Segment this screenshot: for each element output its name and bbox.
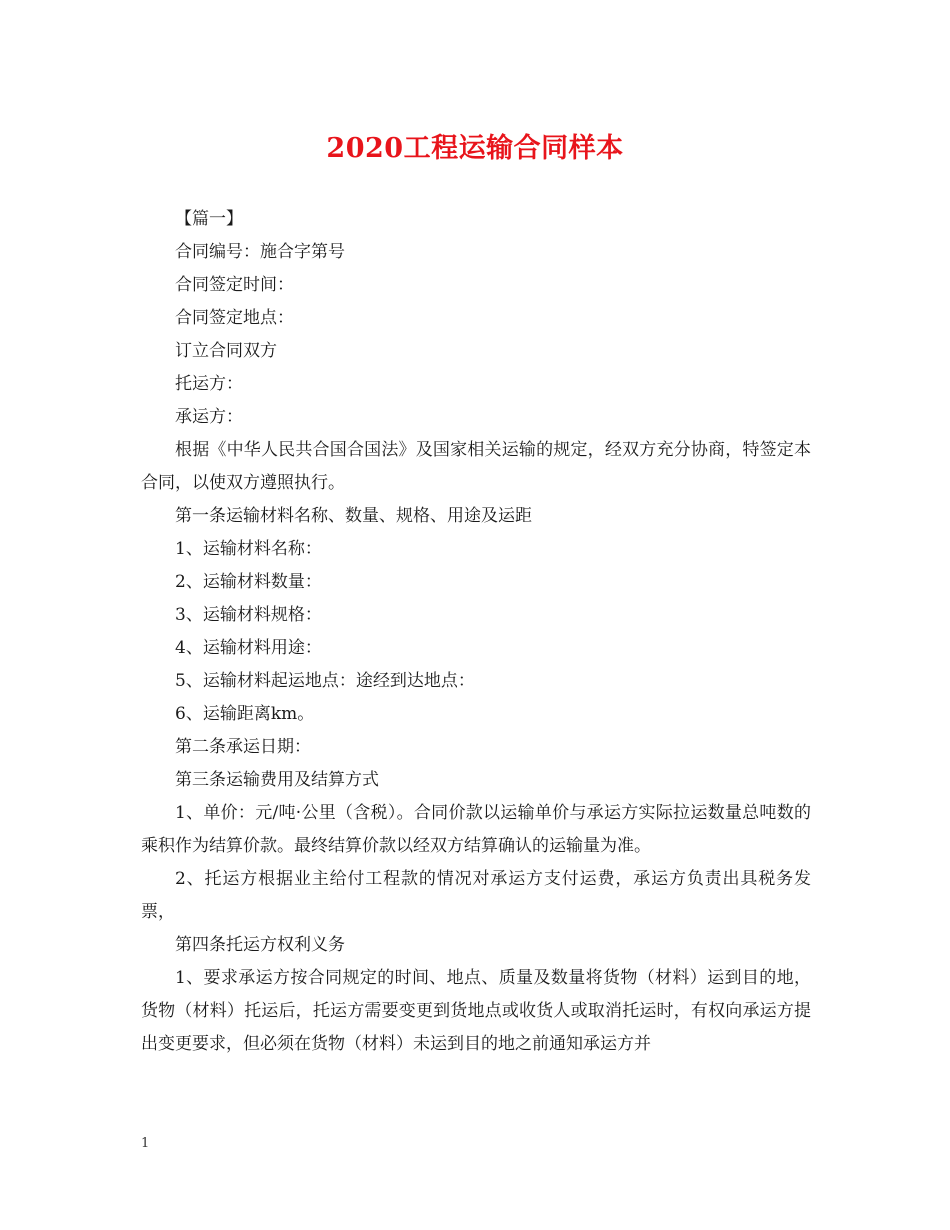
section-label: 【篇一】 [175, 209, 243, 229]
article-1-heading: 第一条运输材料名称、数量、规格、用途及运距 [175, 506, 532, 526]
article-2-heading: 第二条承运日期： [175, 737, 311, 757]
shipper-field: 托运方： [175, 374, 243, 394]
preamble-paragraph: 根据《中华人民共合国合国法》及国家相关运输的规定，经双方充分协商，特签定本合同，以使双方遵照执行。 [141, 440, 811, 493]
material-use-item: 4、运输材料用途： [175, 638, 322, 658]
unit-price-paragraph: 1、单价：元/吨·公里（含税）。合同价款以运输单价与承运方实际拉运数量总吨数的乘积作为结算价款。最终结算价款以经双方结算确认的运输量为准。 [141, 803, 811, 856]
page-number: 1 [141, 1136, 150, 1151]
distance-item: 6、运输距离km。 [175, 704, 315, 724]
document-body [141, 203, 811, 1061]
payment-paragraph: 2、托运方根据业主给付工程款的情况对承运方支付运费，承运方负责出具税务发票， [141, 869, 811, 922]
contract-number: 合同编号：施合字第号 [175, 242, 345, 262]
route-item: 5、运输材料起运地点：途经到达地点： [175, 671, 475, 691]
parties-heading: 订立合同双方 [175, 341, 277, 361]
carrier-field: 承运方： [175, 407, 243, 427]
article-3-heading: 第三条运输费用及结算方式 [175, 770, 379, 790]
signing-place: 合同签定地点： [175, 308, 294, 328]
signing-time: 合同签定时间： [175, 275, 294, 295]
document-title: 2020工程运输合同样本 [326, 133, 624, 164]
material-quantity-item: 2、运输材料数量： [175, 572, 322, 592]
shipper-rights-paragraph: 1、要求承运方按合同规定的时间、地点、质量及数量将货物（材料）运到目的地，货物（材料）托运后，托运方需要变更到货地点或收货人或取消托运时，有权向承运方提出变更要求，但必须在货物（材料）未运到目的地之前通知承运方并 [141, 968, 811, 1054]
article-4-heading: 第四条托运方权利义务 [175, 935, 345, 955]
material-name-item: 1、运输材料名称： [175, 539, 322, 559]
material-spec-item: 3、运输材料规格： [175, 605, 322, 625]
